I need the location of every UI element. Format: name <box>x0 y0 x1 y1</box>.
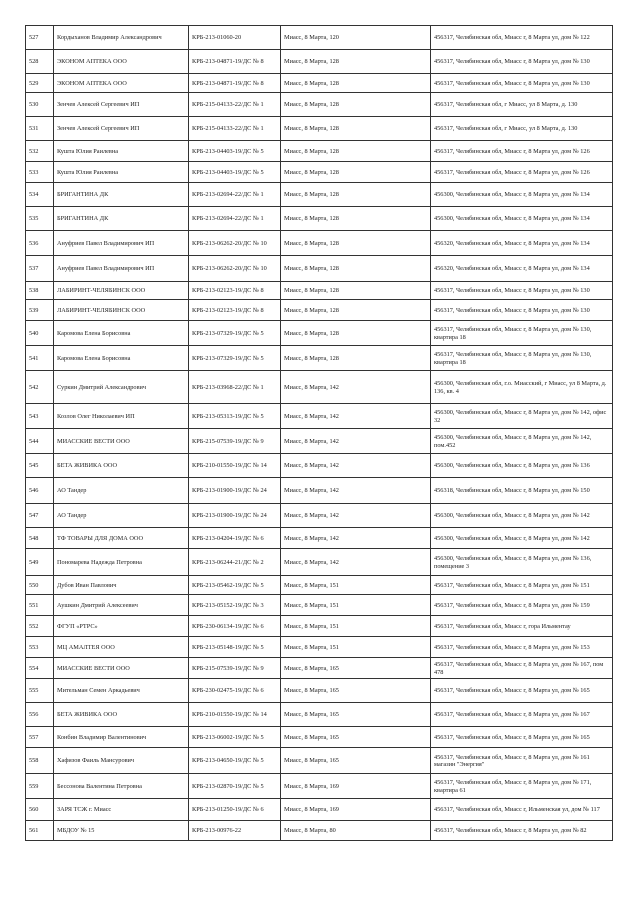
document-number-cell: КРБ-213-04871-19/ДС № 8 <box>189 50 281 74</box>
legal-address-cell: 456300, Челябинская обл, Миасс г, 8 Марта ул, дом № 142 <box>431 504 613 528</box>
organization-name-cell: МИАССКИЕ ВЕСТИ ООО <box>54 658 189 679</box>
document-number-cell: КРБ-213-00976-22 <box>189 821 281 841</box>
row-number-cell: 559 <box>26 774 54 799</box>
organization-name-cell: Каромова Елена Борисовна <box>54 321 189 346</box>
legal-address-cell: 456317, Челябинская обл, Миасс г, 8 Марта ул, дом № 82 <box>431 821 613 841</box>
row-number-cell: 542 <box>26 371 54 404</box>
row-number-cell: 537 <box>26 256 54 282</box>
object-address-cell: Миасс, 8 Марта, 128 <box>281 300 431 321</box>
object-address-cell: Миасс, 8 Марта, 142 <box>281 454 431 478</box>
table-row <box>26 321 613 346</box>
organization-name-cell: Бессонова Валентина Петровна <box>54 774 189 799</box>
table-row <box>26 256 613 282</box>
document-number-cell: КРБ-215-04133-22/ДС № 1 <box>189 117 281 141</box>
legal-address-cell: 456320, Челябинская обл, Миасс г, 8 Марта ул, дом № 134 <box>431 231 613 256</box>
object-address-cell: Миасс, 8 Марта, 165 <box>281 727 431 748</box>
row-number-cell: 556 <box>26 703 54 727</box>
document-number-cell: КРБ-213-07329-19/ДС № 5 <box>189 346 281 371</box>
table-row <box>26 727 613 748</box>
table-row <box>26 282 613 300</box>
table-row <box>26 679 613 703</box>
organization-name-cell: Ануфриев Павел Владимирович ИП <box>54 231 189 256</box>
object-address-cell: Миасс, 8 Марта, 142 <box>281 478 431 504</box>
row-number-cell: 557 <box>26 727 54 748</box>
row-number-cell: 532 <box>26 141 54 162</box>
row-number-cell: 539 <box>26 300 54 321</box>
object-address-cell: Миасс, 8 Марта, 165 <box>281 679 431 703</box>
object-address-cell: Миасс, 8 Марта, 120 <box>281 26 431 50</box>
document-number-cell: КРБ-215-07539-19/ДС № 9 <box>189 658 281 679</box>
row-number-cell: 527 <box>26 26 54 50</box>
table-row <box>26 748 613 774</box>
row-number-cell: 531 <box>26 117 54 141</box>
table-row <box>26 774 613 799</box>
legal-address-cell: 456317, Челябинская обл, г Миасс, ул 8 Марта, д. 130 <box>431 93 613 117</box>
object-address-cell: Миасс, 8 Марта, 165 <box>281 658 431 679</box>
legal-address-cell: 456317, Челябинская обл, Миасс г, 8 Марта ул, дом № 153 <box>431 637 613 658</box>
document-number-cell: КРБ-213-05152-19/ДС № 3 <box>189 595 281 616</box>
table-row <box>26 183 613 207</box>
object-address-cell: Миасс, 8 Марта, 151 <box>281 595 431 616</box>
document-number-cell: КРБ-213-01900-19/ДС № 24 <box>189 478 281 504</box>
table-row <box>26 346 613 371</box>
row-number-cell: 561 <box>26 821 54 841</box>
table-row <box>26 141 613 162</box>
document-number-cell: КРБ-213-04403-19/ДС № 5 <box>189 141 281 162</box>
legal-address-cell: 456317, Челябинская обл, Миасс г, 8 Марта ул, дом № 167 <box>431 703 613 727</box>
organization-name-cell: БРИГАНТИНА ДК <box>54 207 189 231</box>
document-number-cell: КРБ-213-04650-19/ДС № 5 <box>189 748 281 774</box>
object-address-cell: Миасс, 8 Марта, 128 <box>281 162 431 183</box>
document-number-cell: КРБ-213-01060-20 <box>189 26 281 50</box>
row-number-cell: 538 <box>26 282 54 300</box>
document-number-cell: КРБ-213-04204-19/ДС № 6 <box>189 528 281 549</box>
organization-name-cell: БЕТА ЖИВИКА ООО <box>54 703 189 727</box>
document-number-cell: КРБ-213-04403-19/ДС № 5 <box>189 162 281 183</box>
organization-name-cell: ЭКОНОМ АПТЕКА ООО <box>54 74 189 93</box>
row-number-cell: 530 <box>26 93 54 117</box>
object-address-cell: Миасс, 8 Марта, 151 <box>281 576 431 595</box>
organization-name-cell: Конбин Владимир Валентинович <box>54 727 189 748</box>
organization-name-cell: Аушкин Дмитрий Алексеевич <box>54 595 189 616</box>
table-row <box>26 658 613 679</box>
table-row <box>26 162 613 183</box>
document-number-cell: КРБ-213-03968-22/ДС № 1 <box>189 371 281 404</box>
object-address-cell: Миасс, 8 Марта, 128 <box>281 50 431 74</box>
table-row <box>26 26 613 50</box>
organization-name-cell: Козлов Олег Николаевич ИП <box>54 404 189 429</box>
object-address-cell: Миасс, 8 Марта, 128 <box>281 183 431 207</box>
object-address-cell: Миасс, 8 Марта, 128 <box>281 321 431 346</box>
object-address-cell: Миасс, 8 Марта, 128 <box>281 256 431 282</box>
organization-name-cell: ТФ ТОВАРЫ ДЛЯ ДОМА ООО <box>54 528 189 549</box>
row-number-cell: 534 <box>26 183 54 207</box>
row-number-cell: 554 <box>26 658 54 679</box>
document-number-cell: КРБ-213-06002-19/ДС № 5 <box>189 727 281 748</box>
table-row <box>26 637 613 658</box>
row-number-cell: 549 <box>26 549 54 576</box>
table-row <box>26 74 613 93</box>
organization-name-cell: Кушта Юлия Раилевна <box>54 141 189 162</box>
table-row <box>26 799 613 821</box>
document-number-cell: КРБ-213-02123-19/ДС № 8 <box>189 282 281 300</box>
table-row <box>26 50 613 74</box>
row-number-cell: 543 <box>26 404 54 429</box>
legal-address-cell: 456317, Челябинская обл, Миасс г, 8 Марта ул, дом № 130 <box>431 300 613 321</box>
organization-name-cell: Зенчев Алексей Сергеевич ИП <box>54 117 189 141</box>
document-number-cell: КРБ-213-06262-20/ДС № 10 <box>189 231 281 256</box>
organization-name-cell: Дубов Иван Павлович <box>54 576 189 595</box>
legal-address-cell: 456317, Челябинская обл, Миасс г, 8 Марта ул, дом № 165 <box>431 727 613 748</box>
row-number-cell: 552 <box>26 616 54 637</box>
object-address-cell: Миасс, 8 Марта, 128 <box>281 207 431 231</box>
table-row <box>26 703 613 727</box>
document-number-cell: КРБ-213-02870-19/ДС № 5 <box>189 774 281 799</box>
row-number-cell: 551 <box>26 595 54 616</box>
table-row <box>26 821 613 841</box>
object-address-cell: Миасс, 8 Марта, 169 <box>281 799 431 821</box>
document-number-cell: КРБ-215-07539-19/ДС № 9 <box>189 429 281 454</box>
legal-address-cell: 456317, Челябинская обл, Миасс г, 8 Марта ул, дом № 161 магазин "Энергия" <box>431 748 613 774</box>
organization-name-cell: Кордыханов Владимир Александрович <box>54 26 189 50</box>
organization-name-cell: МБДОУ № 15 <box>54 821 189 841</box>
legal-address-cell: 456317, Челябинская обл, Миасс г, гора Ильментау <box>431 616 613 637</box>
organization-name-cell: Мительман Семен Аркадьевич <box>54 679 189 703</box>
registry-page <box>25 25 612 841</box>
organization-name-cell: БЕТА ЖИВИКА ООО <box>54 454 189 478</box>
table-row <box>26 478 613 504</box>
table-row <box>26 371 613 404</box>
row-number-cell: 533 <box>26 162 54 183</box>
table-row <box>26 117 613 141</box>
table-row <box>26 300 613 321</box>
legal-address-cell: 456317, Челябинская обл, Миасс г, 8 Марта ул, дом № 171, квартира 61 <box>431 774 613 799</box>
object-address-cell: Миасс, 8 Марта, 128 <box>281 346 431 371</box>
organization-name-cell: ЭКОНОМ АПТЕКА ООО <box>54 50 189 74</box>
row-number-cell: 536 <box>26 231 54 256</box>
table-row <box>26 616 613 637</box>
legal-address-cell: 456300, Челябинская обл, Миасс г, 8 Марта ул, дом № 142 <box>431 528 613 549</box>
table-row <box>26 404 613 429</box>
organization-name-cell: ЛАБИРИНТ-ЧЕЛЯБИНСК ООО <box>54 282 189 300</box>
object-address-cell: Миасс, 8 Марта, 128 <box>281 117 431 141</box>
legal-address-cell: 456317, Челябинская обл, Миасс г, 8 Марта ул, дом № 130 <box>431 282 613 300</box>
table-row <box>26 576 613 595</box>
table-row <box>26 231 613 256</box>
legal-address-cell: 456300, Челябинская обл, Миасс г, 8 Марта ул, дом № 134 <box>431 183 613 207</box>
table-row <box>26 528 613 549</box>
row-number-cell: 548 <box>26 528 54 549</box>
object-address-cell: Миасс, 8 Марта, 142 <box>281 504 431 528</box>
object-address-cell: Миасс, 8 Марта, 142 <box>281 371 431 404</box>
table-row <box>26 504 613 528</box>
document-number-cell: КРБ-213-01900-19/ДС № 24 <box>189 504 281 528</box>
object-address-cell: Миасс, 8 Марта, 128 <box>281 74 431 93</box>
legal-address-cell: 456300, Челябинская обл, Миасс г, 8 Марта ул, дом № 142, пом.452 <box>431 429 613 454</box>
document-number-cell: КРБ-213-06244-21/ДС № 2 <box>189 549 281 576</box>
row-number-cell: 528 <box>26 50 54 74</box>
row-number-cell: 529 <box>26 74 54 93</box>
row-number-cell: 560 <box>26 799 54 821</box>
organization-name-cell: АО Тандер <box>54 504 189 528</box>
object-address-cell: Миасс, 8 Марта, 128 <box>281 141 431 162</box>
organization-name-cell: ЗАРЯ ТСЖ г. Миасс <box>54 799 189 821</box>
organization-name-cell: АО Тандер <box>54 478 189 504</box>
object-address-cell: Миасс, 8 Марта, 128 <box>281 93 431 117</box>
organization-name-cell: Зенчев Алексей Сергеевич ИП <box>54 93 189 117</box>
row-number-cell: 546 <box>26 478 54 504</box>
document-number-cell: КРБ-230-02475-19/ДС № 6 <box>189 679 281 703</box>
object-address-cell: Миасс, 8 Марта, 165 <box>281 748 431 774</box>
table-row <box>26 595 613 616</box>
document-number-cell: КРБ-230-06134-19/ДС № 6 <box>189 616 281 637</box>
legal-address-cell: 456300, Челябинская обл, Миасс г, 8 Марта ул, дом № 142, офис 32 <box>431 404 613 429</box>
table-row <box>26 207 613 231</box>
object-address-cell: Миасс, 8 Марта, 128 <box>281 231 431 256</box>
legal-address-cell: 456300, Челябинская обл, Миасс г, 8 Марта ул, дом № 136, помещение 3 <box>431 549 613 576</box>
organization-name-cell: Пономарева Надежда Петровна <box>54 549 189 576</box>
row-number-cell: 553 <box>26 637 54 658</box>
table-row <box>26 549 613 576</box>
document-number-cell: КРБ-213-02694-22/ДС № 1 <box>189 207 281 231</box>
row-number-cell: 555 <box>26 679 54 703</box>
registry-table <box>25 25 613 841</box>
row-number-cell: 547 <box>26 504 54 528</box>
object-address-cell: Миасс, 8 Марта, 80 <box>281 821 431 841</box>
row-number-cell: 550 <box>26 576 54 595</box>
legal-address-cell: 456317, Челябинская обл, Миасс г, 8 Марта ул, дом № 130 <box>431 50 613 74</box>
object-address-cell: Миасс, 8 Марта, 142 <box>281 528 431 549</box>
document-number-cell: КРБ-213-06262-20/ДС № 10 <box>189 256 281 282</box>
document-number-cell: КРБ-213-02123-19/ДС № 8 <box>189 300 281 321</box>
row-number-cell: 540 <box>26 321 54 346</box>
organization-name-cell: Каромова Елена Борисовна <box>54 346 189 371</box>
legal-address-cell: 456317, Челябинская обл, Миасс г, 8 Марта ул, дом № 159 <box>431 595 613 616</box>
object-address-cell: Миасс, 8 Марта, 128 <box>281 282 431 300</box>
object-address-cell: Миасс, 8 Марта, 142 <box>281 549 431 576</box>
organization-name-cell: Ануфриев Павел Владимирович ИП <box>54 256 189 282</box>
object-address-cell: Миасс, 8 Марта, 151 <box>281 616 431 637</box>
object-address-cell: Миасс, 8 Марта, 142 <box>281 429 431 454</box>
document-number-cell: КРБ-213-02694-22/ДС № 1 <box>189 183 281 207</box>
row-number-cell: 544 <box>26 429 54 454</box>
legal-address-cell: 456317, Челябинская обл, Миасс г, 8 Марта ул, дом № 130, квартира 18 <box>431 346 613 371</box>
document-number-cell: КРБ-213-04871-19/ДС № 8 <box>189 74 281 93</box>
legal-address-cell: 456317, Челябинская обл, Миасс г, 8 Марта ул, дом № 165 <box>431 679 613 703</box>
legal-address-cell: 456317, Челябинская обл, Миасс г, 8 Марта ул, дом № 130, квартира 18 <box>431 321 613 346</box>
document-number-cell: КРБ-213-01250-19/ДС № 6 <box>189 799 281 821</box>
legal-address-cell: 456317, Челябинская обл, Миасс г, 8 Марта ул, дом № 130 <box>431 74 613 93</box>
document-number-cell: КРБ-213-07329-19/ДС № 5 <box>189 321 281 346</box>
row-number-cell: 545 <box>26 454 54 478</box>
object-address-cell: Миасс, 8 Марта, 142 <box>281 404 431 429</box>
document-number-cell: КРБ-213-05148-19/ДС № 5 <box>189 637 281 658</box>
legal-address-cell: 456317, Челябинская обл, Миасс г, 8 Марта ул, дом № 126 <box>431 141 613 162</box>
table-row <box>26 93 613 117</box>
document-number-cell: КРБ-210-01550-19/ДС № 14 <box>189 703 281 727</box>
organization-name-cell: Хафизов Фаиль Мансурович <box>54 748 189 774</box>
table-row <box>26 429 613 454</box>
document-number-cell: КРБ-215-04133-22/ДС № 1 <box>189 93 281 117</box>
organization-name-cell: ФГУП «РТРС» <box>54 616 189 637</box>
organization-name-cell: ЛАБИРИНТ-ЧЕЛЯБИНСК ООО <box>54 300 189 321</box>
table-row <box>26 454 613 478</box>
legal-address-cell: 456317, Челябинская обл, Миасс г, 8 Марта ул, дом № 122 <box>431 26 613 50</box>
document-number-cell: КРБ-210-01550-19/ДС № 14 <box>189 454 281 478</box>
organization-name-cell: Суркин Дмитрий Александрович <box>54 371 189 404</box>
legal-address-cell: 456317, Челябинская обл, Миасс г, 8 Марта ул, дом № 167, пом 478 <box>431 658 613 679</box>
legal-address-cell: 456317, Челябинская обл, Миасс г, 8 Марта ул, дом № 151 <box>431 576 613 595</box>
object-address-cell: Миасс, 8 Марта, 151 <box>281 637 431 658</box>
organization-name-cell: Кушта Юлия Раилевна <box>54 162 189 183</box>
legal-address-cell: 456317, Челябинская обл, Миасс г, Ильменская ул, дом № 117 <box>431 799 613 821</box>
legal-address-cell: 456317, Челябинская обл, Миасс г, 8 Марта ул, дом № 126 <box>431 162 613 183</box>
legal-address-cell: 456300, Челябинская обл, Миасс г, 8 Марта ул, дом № 134 <box>431 207 613 231</box>
organization-name-cell: БРИГАНТИНА ДК <box>54 183 189 207</box>
object-address-cell: Миасс, 8 Марта, 169 <box>281 774 431 799</box>
registry-table-body <box>26 26 613 841</box>
document-number-cell: КРБ-213-05313-19/ДС № 5 <box>189 404 281 429</box>
object-address-cell: Миасс, 8 Марта, 165 <box>281 703 431 727</box>
legal-address-cell: 456318, Челябинская обл, Миасс г, 8 Марта ул, дом № 150 <box>431 478 613 504</box>
legal-address-cell: 456317, Челябинская обл, г Миасс, ул 8 Марта, д. 130 <box>431 117 613 141</box>
row-number-cell: 541 <box>26 346 54 371</box>
row-number-cell: 535 <box>26 207 54 231</box>
document-number-cell: КРБ-213-05462-19/ДС № 5 <box>189 576 281 595</box>
organization-name-cell: МИАССКИЕ ВЕСТИ ООО <box>54 429 189 454</box>
row-number-cell: 558 <box>26 748 54 774</box>
legal-address-cell: 456300, Челябинская обл, г.о. Миасский, г Миасс, ул 8 Марта, д. 136, кв. 4 <box>431 371 613 404</box>
legal-address-cell: 456300, Челябинская обл, Миасс г, 8 Марта ул, дом № 136 <box>431 454 613 478</box>
legal-address-cell: 456320, Челябинская обл, Миасс г, 8 Марта ул, дом № 134 <box>431 256 613 282</box>
organization-name-cell: МЦ АМАЛТЕЯ ООО <box>54 637 189 658</box>
